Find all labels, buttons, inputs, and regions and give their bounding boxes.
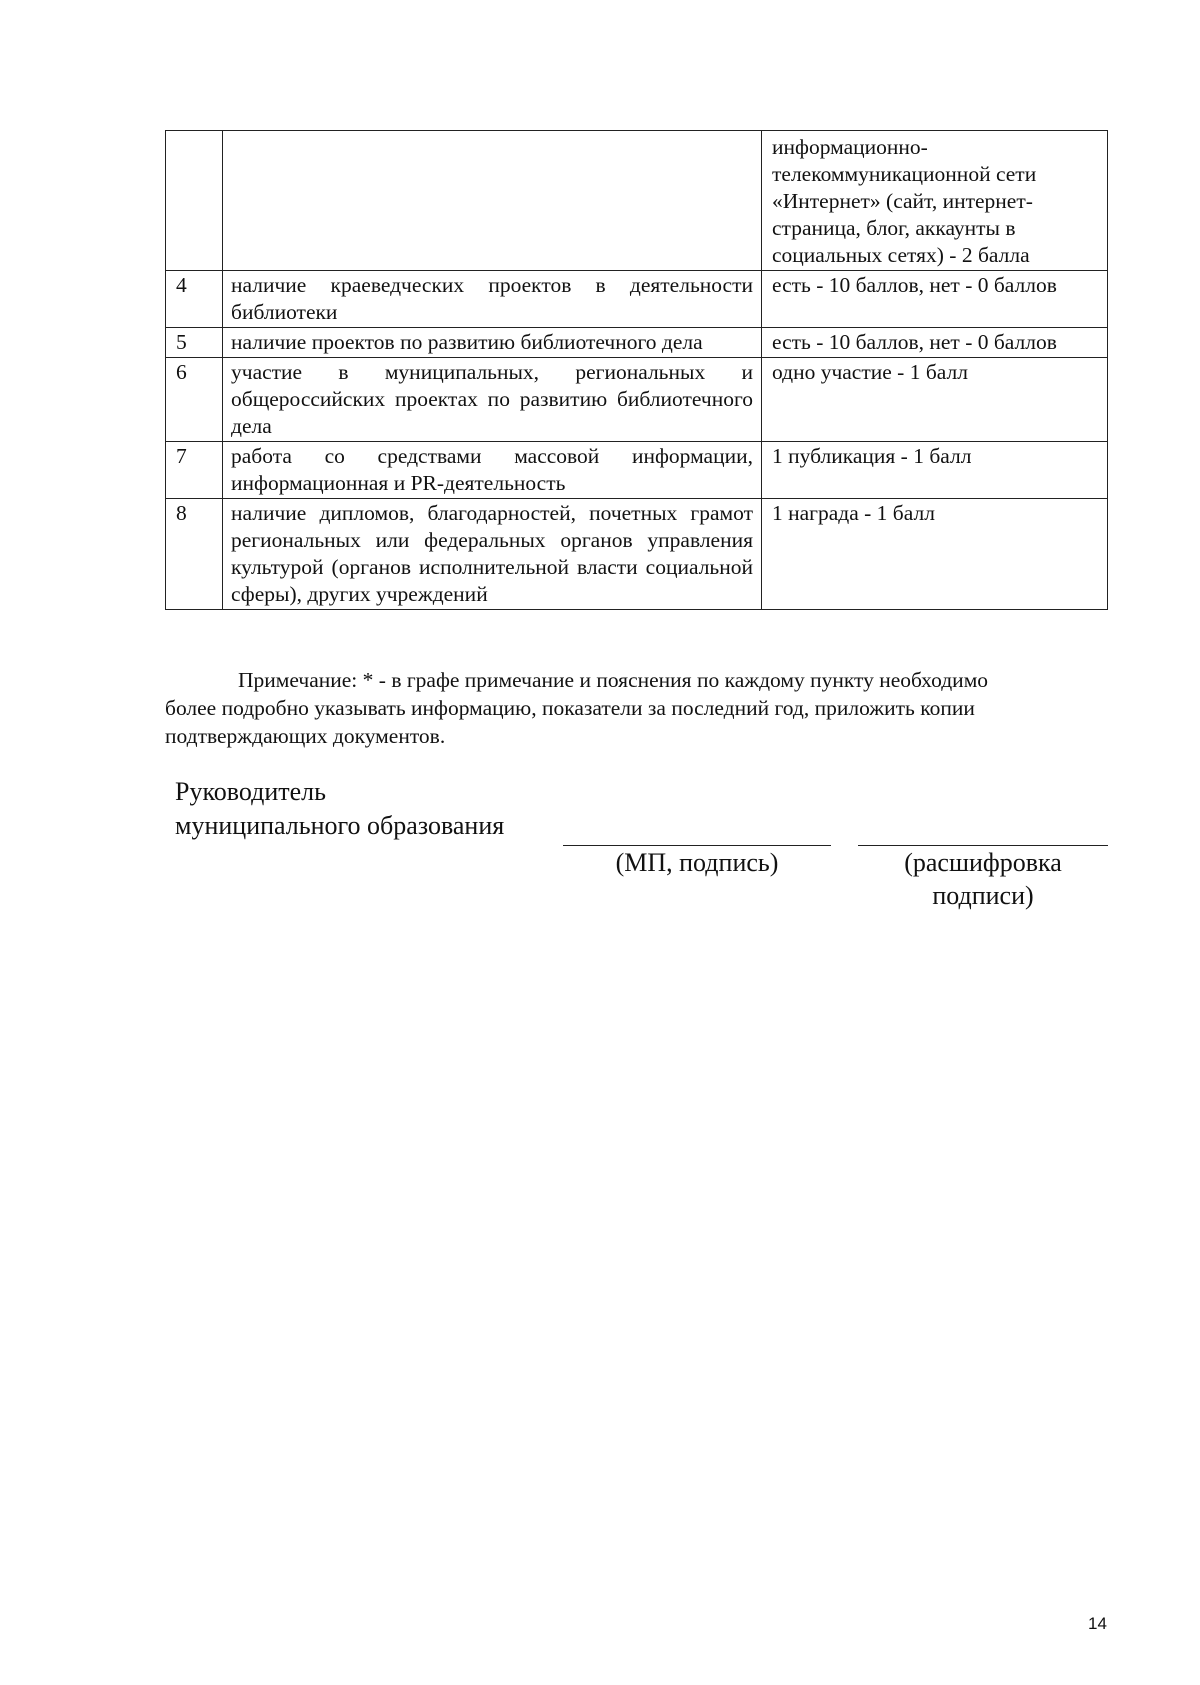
criterion-cell: наличие дипломов, благодарностей, почетных грамот региональных или федеральных органов управления культурой (органов исполнительной власти социальной сферы), других учреждений: [223, 499, 762, 610]
score-line: «Интернет» (сайт, интернет-: [772, 189, 1033, 213]
row-number-cell: 5: [166, 328, 223, 358]
score-cell: 1 публикация - 1 балл: [762, 442, 1108, 499]
stamp-signature-caption: (МП, подпись): [615, 848, 779, 877]
score-cell: [762, 131, 1108, 271]
criterion-cell: [223, 131, 762, 271]
criterion-cell: наличие краеведческих проектов в деятельности библиотеки: [223, 271, 762, 328]
score-cell: 1 награда - 1 балл: [762, 499, 1108, 610]
footnote-line: подтверждающих документов.: [165, 724, 446, 748]
table-row: [166, 499, 1108, 610]
head-title-line: Руководитель: [175, 777, 326, 806]
table-row: [166, 442, 1108, 499]
decoding-caption-line: (расшифровка: [904, 848, 1062, 877]
row-number-cell: 4: [166, 271, 223, 328]
page-number: 14: [1088, 1614, 1107, 1633]
decoding-caption-line: подписи): [932, 881, 1034, 910]
score-cell: есть - 10 баллов, нет - 0 баллов: [762, 328, 1108, 358]
criterion-cell: наличие проектов по развитию библиотечного дела: [223, 328, 762, 358]
criterion-cell: работа со средствами массовой информации, информационная и PR-деятельность: [223, 442, 762, 499]
footnote-line: Примечание: * - в графе примечание и пояснения по каждому пункту необходимо: [238, 668, 989, 692]
score-line: страница, блог, аккаунты в: [772, 216, 1016, 240]
row-number-cell: 8: [166, 499, 223, 610]
signature-line: [563, 845, 831, 846]
score-line: социальных сетях) - 2 балла: [772, 243, 1030, 267]
row-number-cell: 6: [166, 358, 223, 442]
table-row: [166, 131, 1108, 271]
signature-decoding-line: [858, 845, 1108, 846]
head-title-line: муниципального образования: [175, 811, 505, 840]
table-row: [166, 358, 1108, 442]
footnote: [165, 666, 1103, 750]
row-number-cell: [166, 131, 223, 271]
score-line: телекоммуникационной сети: [772, 162, 1037, 186]
score-cell: одно участие - 1 балл: [762, 358, 1108, 442]
table-row: [166, 271, 1108, 328]
score-cell: есть - 10 баллов, нет - 0 баллов: [762, 271, 1108, 328]
table-row: [166, 328, 1108, 358]
row-number-cell: 7: [166, 442, 223, 499]
score-line: информационно-: [772, 135, 928, 159]
criterion-cell: участие в муниципальных, региональных и общероссийских проектах по развитию библиотечного дела: [223, 358, 762, 442]
criteria-table: [165, 130, 1108, 610]
footnote-line: более подробно указывать информацию, показатели за последний год, приложить копии: [165, 696, 975, 720]
